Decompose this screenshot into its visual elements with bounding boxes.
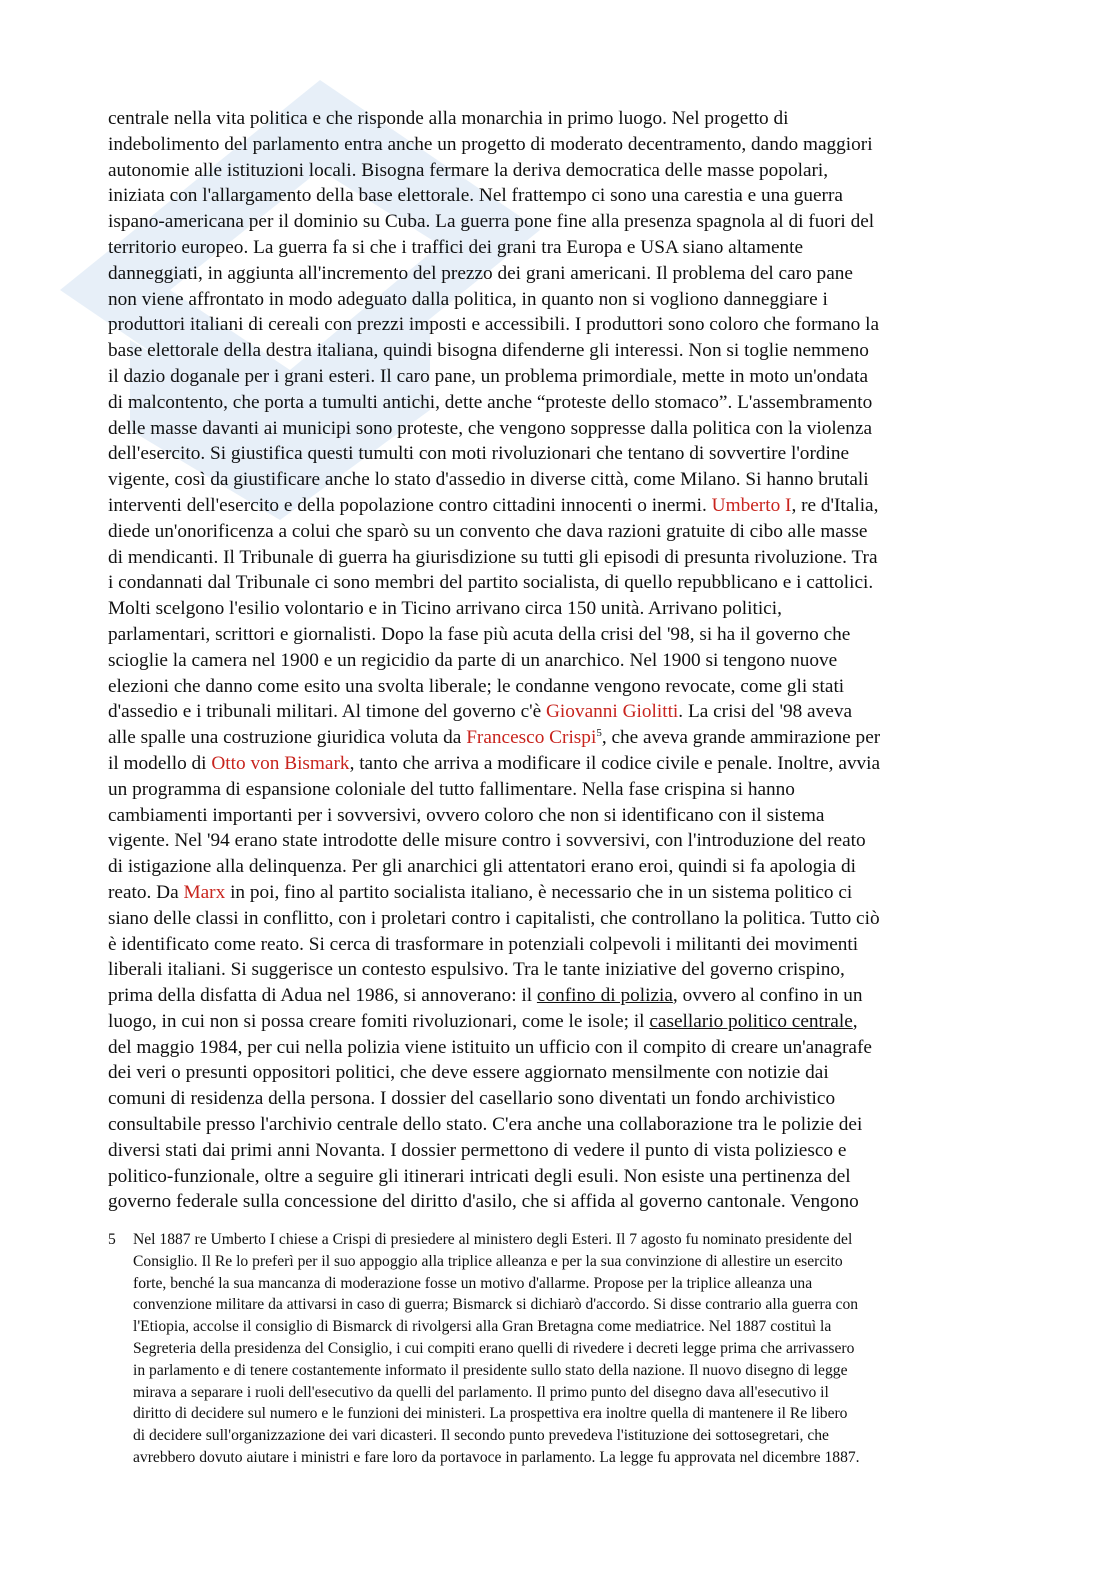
text-run: siano delle classi in conflitto, con i proletari contro i capitalisti, che controllano la politica. Tutto ciò [108,907,880,929]
text-run: . La crisi del '98 aveva [678,701,853,723]
footnote-line: di decidere sull'organizzazione dei vari dicasteri. Il secondo punto prevedeva l'istituzione dei sottosegretari, che [133,1427,829,1445]
text-run: il dazio doganale per i grani esteri. Il caro pane, un problema primordiale, mette in moto un'ondata [108,365,868,387]
body-line [108,648,1014,674]
text-run: del maggio 1984, per cui nella polizia viene istituito un ufficio con il compito di creare un'anagrafe [108,1036,872,1058]
footnote-text [133,1229,860,1469]
text-run: vigente. Nel '94 erano state introdotte delle misure contro i sovversivi, con l'introduzione del reato [108,830,866,852]
text-run: delle masse davanti ai municipi sono proteste, che vengono soppresse dalla politica con la violenza [108,417,873,439]
text-run: liberali italiani. Si suggerisce un contesto espulsivo. Tra le tante iniziative del governo crispino, [108,959,845,981]
text-run: governo federale sulla concessione del diritto d'asilo, che si affida al governo cantonale. Vengono [108,1191,859,1213]
body-line [108,854,1014,880]
text-run: d'assedio e i tribunali militari. Al timone del governo c'è [108,701,546,723]
body-line [108,622,1014,648]
underlined-term: confino di polizia [536,985,673,1007]
footnote-line: avrebbero dovuto aiutare i ministri e fare loro da portavoce in parlamento. La legge fu approvata nel dicembre 1887. [133,1448,860,1466]
text-run: , che aveva grande ammirazione per [601,727,881,749]
body-line [108,467,1014,493]
footnote-line: forte, benché la sua mancanza di moderazione fosse un motivo d'allarme. Propose per la triplice alleanza una [133,1274,813,1292]
text-run: di mendicanti. Il Tribunale di guerra ha giurisdizione su tutti gli episodi di presunta rivoluzione. Tra [108,546,878,568]
body-line [108,416,1014,442]
footnote-line: l'Etiopia, accolse il consiglio di Bismarck di rivolgersi alla Gran Bretagna come mediatrice. Nel 1887 costituì la [133,1318,832,1336]
body-line [108,751,1014,777]
body-line [108,906,1014,932]
person-name: Otto von Bismark [211,752,350,774]
text-run: alle spalle una costruzione giuridica voluta da [108,727,467,749]
text-run: reato. Da [108,881,184,903]
text-run: di istigazione alla delinquenza. Per gli anarchici gli attentatori erano eroi, quindi si fa apologia di [108,856,856,878]
text-run: di malcontento, che porta a tumulti antichi, dette anche “proteste dello stomaco”. L'assembramento [108,391,873,413]
text-run: , re d'Italia, [791,494,879,516]
text-run: i condannati dal Tribunale ci sono membri del partito socialista, di quello repubblicano e i cattolici. [108,572,874,594]
footnote-line: convenzione militare da attivarsi in caso di guerra; Bismarck si dichiarò d'accordo. Si disse contrario alla guerra con [133,1296,859,1314]
text-run: un programma di espansione coloniale del tutto fallimentare. Nella fase crispina si hanno [108,778,795,800]
text-run: prima della disfatta di Adua nel 1986, si annoverano: il [108,985,537,1007]
body-line [108,441,1014,467]
body-line [108,932,1014,958]
person-name: Giovanni Giolitti [546,701,679,723]
body-line [108,364,1014,390]
body-line [108,699,1014,725]
text-run: comuni di residenza della persona. I dossier del casellario sono diventati un fondo archivistico [108,1088,836,1110]
body-line [108,390,1014,416]
text-run: , ovvero al confino in un [672,985,863,1007]
body-line [108,493,1014,519]
footnote-number: 5 [108,1231,116,1248]
text-run: il modello di [108,752,212,774]
body-line [108,803,1014,829]
text-run: dell'esercito. Si giustifica questi tumulti con moti rivoluzionari che tentano di sovvertire l'ordine [108,443,850,465]
body-line [108,545,1014,571]
footnote-line: Segreteria della presidenza del Consiglio, i cui compiti erano quelli di rivedere i decreti legge prima che arrivassero [133,1339,855,1357]
text-run: parlamentari, scrittori e giornalisti. Dopo la fase più acuta della crisi del '98, si ha il governo che [108,623,851,645]
body-line [108,1009,1014,1035]
body-line [108,312,1014,338]
document-page [108,106,1014,1215]
text-run: centrale nella vita politica e che risponde alla monarchia in primo luogo. Nel progetto di [108,108,789,129]
body-line [108,880,1014,906]
body-line [108,725,1014,751]
body-line [108,1164,1014,1190]
footnote-line: diritto di decidere sul numero e le funzioni dei ministeri. La prospettiva era inoltre quella di mantenere il Re libero [133,1405,848,1423]
body-line [108,957,1014,983]
text-run: elezioni che danno come esito una svolta liberale; le condanne vengono revocate, come gli stati [108,675,845,697]
footnote-reference: 5 [596,727,602,740]
text-run: consultabile presso l'archivio centrale dello stato. C'era anche una collaborazione tra le polizie dei [108,1114,863,1136]
text-run: Molti scelgono l'esilio volontario e in Ticino arrivano circa 150 unità. Arrivano politici, [108,598,782,620]
body-line [108,596,1014,622]
text-run: è identificato come reato. Si cerca di trasformare in potenziali colpevoli i militanti dei movimenti [108,933,859,955]
body-line [108,1035,1014,1061]
text-run: danneggiati, in aggiunta all'incremento del prezzo dei grani americani. Il problema del caro pane [108,262,853,284]
person-name: Umberto I [711,494,792,516]
text-run: politico-funzionale, oltre a seguire gli itinerari intricati degli esuli. Non esiste una pertinenza del [108,1165,851,1187]
body-line [108,1112,1014,1138]
text-run: luogo, in cui non si possa creare fomiti rivoluzionari, come le isole; il [108,1010,650,1032]
body-paragraph [108,106,1014,1215]
text-run: indebolimento del parlamento entra anche un progetto di moderato decentramento, dando maggiori [108,133,873,155]
body-line [108,235,1014,261]
text-run: non viene affrontato in modo adeguato dalla politica, in quanto non si vogliono danneggiare i [108,288,828,310]
body-line [108,674,1014,700]
body-line [108,209,1014,235]
text-run: cambiamenti importanti per i sovversivi, ovvero coloro che non si identificano con il sistema [108,804,825,826]
body-line [108,1138,1014,1164]
body-line [108,261,1014,287]
body-line [108,1060,1014,1086]
body-line [108,106,1014,132]
text-run: vigente, così da giustificare anche lo stato d'assedio in diverse città, come Milano. Si hanno brutali [108,469,869,491]
text-run: produttori italiani di cereali con prezzi imposti e accessibili. I produttori sono coloro che formano la [108,314,880,336]
text-run: ispano-americana per il dominio su Cuba. La guerra pone fine alla presenza spagnola al di fuori del [108,211,875,233]
body-line [108,132,1014,158]
body-line [108,570,1014,596]
text-run: in poi, fino al partito socialista italiano, è necessario che in un sistema politico ci [225,881,853,903]
body-line [108,777,1014,803]
text-run: diede un'onorificenza a colui che sparò su un convento che dava razioni gratuite di cibo alle masse [108,520,868,542]
body-line [108,828,1014,854]
text-run: iniziata con l'allargamento della base elettorale. Nel frattempo ci sono una carestia e una guerra [108,185,843,207]
body-line [108,183,1014,209]
text-run: , [852,1010,858,1032]
body-line [108,1189,1014,1215]
text-run: interventi dell'esercito e della popolazione contro cittadini innocenti o inermi. [108,494,712,516]
body-line [108,983,1014,1009]
person-name: Francesco Crispi [466,727,597,749]
text-run: autonomie alle istituzioni locali. Bisogna fermare la deriva democratica delle masse popolari, [108,159,829,181]
footnote-line: in parlamento e di tenere costantemente informato il presidente sullo stato della nazione. Il nuovo disegno di legge [133,1361,848,1379]
body-line [108,1086,1014,1112]
footnote-line: Nel 1887 re Umberto I chiese a Crispi di presiedere al ministero degli Esteri. Il 7 agosto fu nominato presidente del [133,1231,853,1248]
text-run: base elettorale della destra italiana, quindi bisogna difenderne gli interessi. Non si toglie nemmeno [108,340,869,362]
body-line [108,287,1014,313]
text-run: , tanto che arriva a modificare il codice civile e penale. Inoltre, avvia [349,752,881,774]
footnote-line: Consiglio. Il Re lo preferì per il suo appoggio alla triplice alleanza e per la sua convinzione di allestire un esercito [133,1252,843,1270]
body-line [108,338,1014,364]
footnote-line: mirava a separare i ruoli dell'esecutivo da quelli del parlamento. Il primo punto del disegno dava all'esecutivo il [133,1383,829,1401]
text-run: territorio europeo. La guerra fa si che i traffici dei grani tra Europa e USA siano altamente [108,236,804,258]
text-run: diversi stati dai primi anni Novanta. I dossier permettono di vedere il punto di vista poliziesco e [108,1139,847,1161]
text-run: scioglie la camera nel 1900 e un regicidio da parte di un anarchico. Nel 1900 si tengono nuove [108,649,838,671]
body-line [108,158,1014,184]
underlined-term: casellario politico centrale [649,1010,853,1032]
body-line [108,519,1014,545]
person-name: Marx [183,881,226,903]
text-run: dei veri o presunti oppositori politici, che deve essere aggiornato mensilmente con notizie dai [108,1062,829,1084]
